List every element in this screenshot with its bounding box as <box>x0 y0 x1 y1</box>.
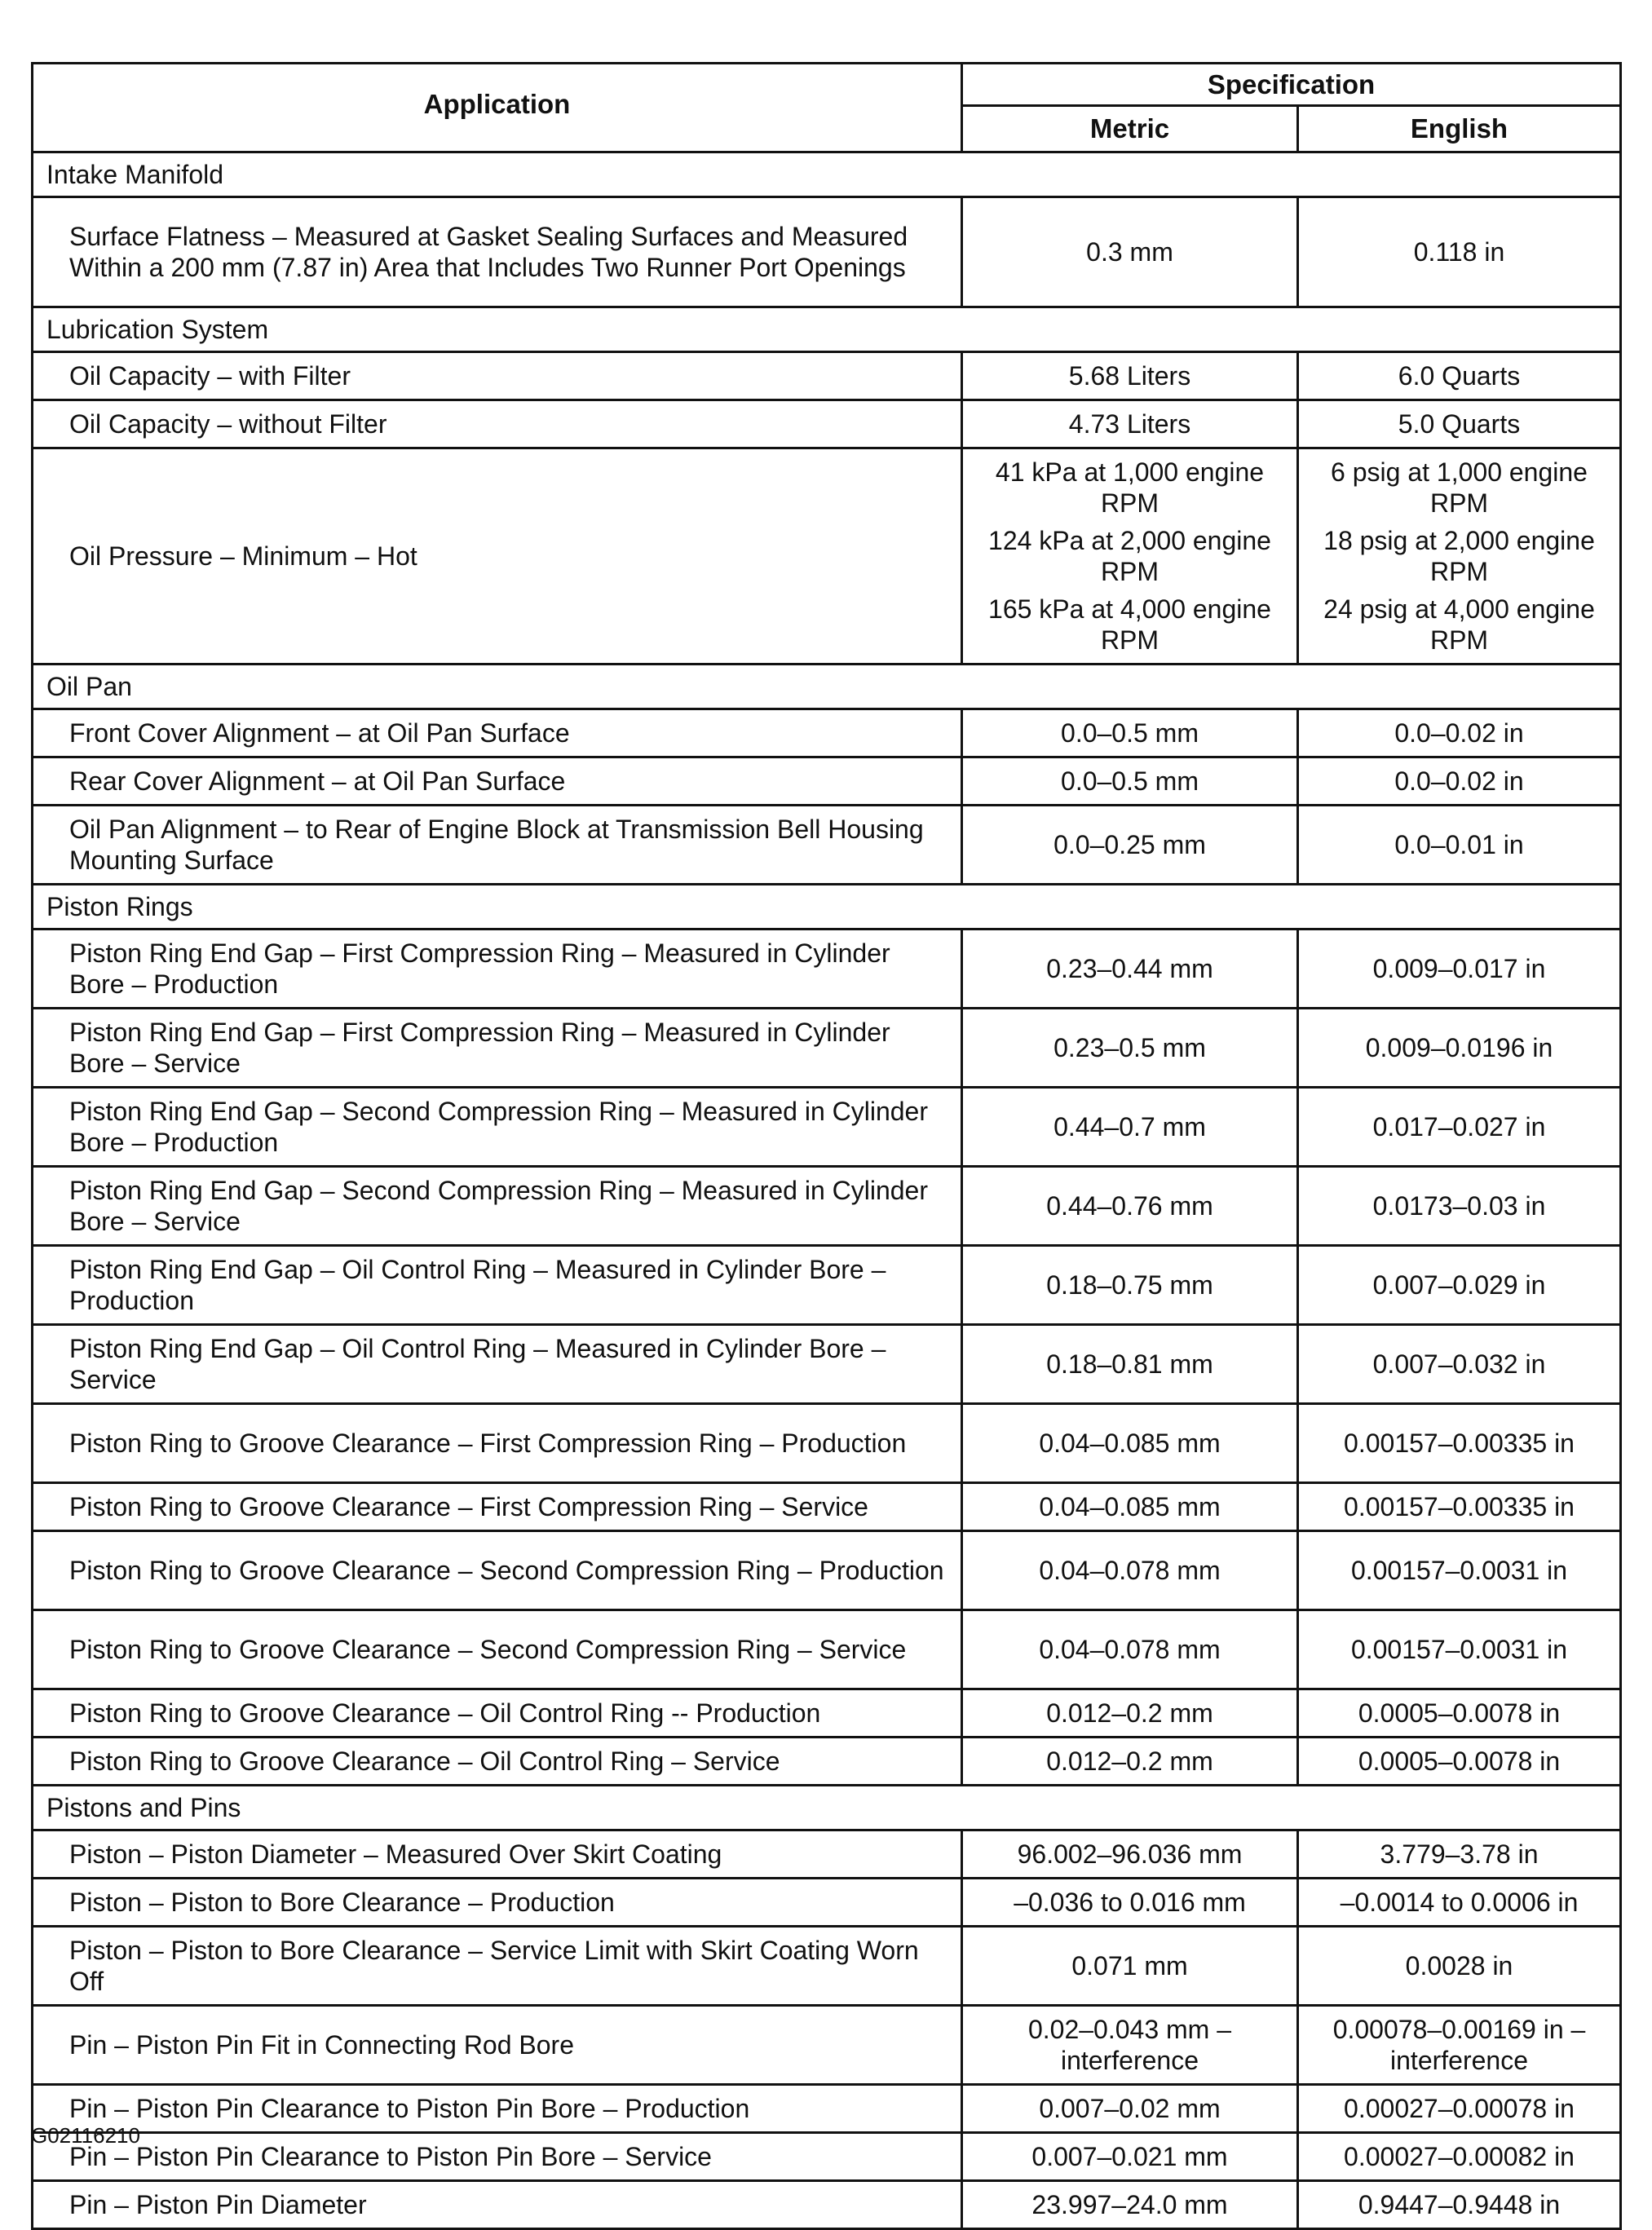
english-cell: 3.779–3.78 in <box>1298 1830 1621 1879</box>
english-header: English <box>1298 106 1621 152</box>
table-row <box>33 1483 1621 1531</box>
english-cell: 0.00027–0.00082 in <box>1298 2133 1621 2181</box>
application-cell: Piston – Piston Diameter – Measured Over Skirt Coating <box>33 1830 962 1879</box>
metric-cell: 0.04–0.078 mm <box>962 1531 1298 1610</box>
section-title: Lubrication System <box>33 307 1621 352</box>
application-cell: Piston Ring End Gap – Oil Control Ring – Measured in Cylinder Bore – Production <box>33 1246 962 1325</box>
application-cell: Front Cover Alignment – at Oil Pan Surface <box>33 709 962 757</box>
metric-cell: 96.002–96.036 mm <box>962 1830 1298 1879</box>
english-cell: 0.007–0.032 in <box>1298 1325 1621 1404</box>
metric-cell: 0.007–0.021 mm <box>962 2133 1298 2181</box>
spec-document <box>31 62 1619 2230</box>
table-row <box>33 1246 1621 1325</box>
application-cell: Piston Ring to Groove Clearance – Second Compression Ring – Production <box>33 1531 962 1610</box>
metric-cell: 0.0–0.25 mm <box>962 806 1298 885</box>
metric-cell: 0.44–0.7 mm <box>962 1088 1298 1167</box>
specification-header: Specification <box>962 64 1621 106</box>
table-row <box>33 2006 1621 2085</box>
application-cell: Piston Ring to Groove Clearance – Second Compression Ring – Service <box>33 1610 962 1689</box>
metric-cell: 0.04–0.085 mm <box>962 1483 1298 1531</box>
metric-cell: 0.007–0.02 mm <box>962 2085 1298 2133</box>
table-row <box>33 930 1621 1009</box>
application-cell: Pin – Piston Pin Clearance to Piston Pin Bore – Service <box>33 2133 962 2181</box>
section-row <box>33 152 1621 197</box>
english-line: 18 psig at 2,000 engine RPM <box>1323 526 1595 586</box>
application-cell: Piston Ring End Gap – First Compression Ring – Measured in Cylinder Bore – Production <box>33 930 962 1009</box>
table-row <box>33 448 1621 665</box>
table-row <box>33 1879 1621 1927</box>
table-row <box>33 1927 1621 2006</box>
application-cell: Piston Ring End Gap – Second Compression Ring – Measured in Cylinder Bore – Production <box>33 1088 962 1167</box>
table-row <box>33 1738 1621 1786</box>
metric-cell: 4.73 Liters <box>962 400 1298 448</box>
english-cell: 0.009–0.0196 in <box>1298 1009 1621 1088</box>
english-cell: 0.0028 in <box>1298 1927 1621 2006</box>
english-cell: 0.0005–0.0078 in <box>1298 1689 1621 1738</box>
table-row <box>33 352 1621 400</box>
application-cell: Piston – Piston to Bore Clearance – Service Limit with Skirt Coating Worn Off <box>33 1927 962 2006</box>
section-row <box>33 1786 1621 1830</box>
metric-cell: 0.3 mm <box>962 197 1298 307</box>
application-cell: Pin – Piston Pin Diameter <box>33 2181 962 2229</box>
english-cell: 5.0 Quarts <box>1298 400 1621 448</box>
english-cell: 0.00157–0.0031 in <box>1298 1531 1621 1610</box>
table-row <box>33 1610 1621 1689</box>
metric-cell: 0.18–0.81 mm <box>962 1325 1298 1404</box>
table-row <box>33 1830 1621 1879</box>
metric-line: 124 kPa at 2,000 engine RPM <box>988 526 1271 586</box>
english-cell: 0.0005–0.0078 in <box>1298 1738 1621 1786</box>
metric-cell: 0.18–0.75 mm <box>962 1246 1298 1325</box>
metric-header: Metric <box>962 106 1298 152</box>
table-row <box>33 1531 1621 1610</box>
metric-cell: –0.036 to 0.016 mm <box>962 1879 1298 1927</box>
application-cell: Oil Capacity – without Filter <box>33 400 962 448</box>
section-title: Pistons and Pins <box>33 1786 1621 1830</box>
english-cell: 0.0173–0.03 in <box>1298 1167 1621 1246</box>
application-cell: Pin – Piston Pin Fit in Connecting Rod Bore <box>33 2006 962 2085</box>
section-row <box>33 885 1621 930</box>
metric-line: 165 kPa at 4,000 engine RPM <box>988 594 1271 655</box>
table-row <box>33 1009 1621 1088</box>
english-cell: 0.00157–0.00335 in <box>1298 1483 1621 1531</box>
application-cell: Pin – Piston Pin Clearance to Piston Pin Bore – Production <box>33 2085 962 2133</box>
english-cell: 0.017–0.027 in <box>1298 1088 1621 1167</box>
application-cell: Piston Ring to Groove Clearance – Oil Control Ring -- Production <box>33 1689 962 1738</box>
table-row <box>33 2133 1621 2181</box>
table-row <box>33 2085 1621 2133</box>
application-cell: Oil Pan Alignment – to Rear of Engine Block at Transmission Bell Housing Mounting Surface <box>33 806 962 885</box>
metric-cell <box>962 448 1298 665</box>
metric-cell: 0.0–0.5 mm <box>962 757 1298 806</box>
english-cell <box>1298 448 1621 665</box>
english-cell: –0.0014 to 0.0006 in <box>1298 1879 1621 1927</box>
table-row <box>33 400 1621 448</box>
english-cell: 0.00078–0.00169 in – interference <box>1298 2006 1621 2085</box>
application-cell: Oil Pressure – Minimum – Hot <box>33 448 962 665</box>
english-cell: 0.00027–0.00078 in <box>1298 2085 1621 2133</box>
application-cell: Piston Ring to Groove Clearance – First Compression Ring – Production <box>33 1404 962 1483</box>
metric-cell: 0.012–0.2 mm <box>962 1689 1298 1738</box>
application-cell: Piston Ring End Gap – Second Compression Ring – Measured in Cylinder Bore – Service <box>33 1167 962 1246</box>
application-cell: Surface Flatness – Measured at Gasket Sealing Surfaces and Measured Within a 200 mm (7.87 in) Area that Includes Two Runner Port Openings <box>33 197 962 307</box>
table-row <box>33 806 1621 885</box>
metric-cell: 0.02–0.043 mm – interference <box>962 2006 1298 2085</box>
metric-line: 41 kPa at 1,000 engine RPM <box>995 457 1265 518</box>
metric-cell: 0.0–0.5 mm <box>962 709 1298 757</box>
metric-cell: 0.071 mm <box>962 1927 1298 2006</box>
table-row <box>33 757 1621 806</box>
metric-cell: 23.997–24.0 mm <box>962 2181 1298 2229</box>
metric-cell: 0.012–0.2 mm <box>962 1738 1298 1786</box>
application-cell: Piston Ring End Gap – First Compression Ring – Measured in Cylinder Bore – Service <box>33 1009 962 1088</box>
english-line: 24 psig at 4,000 engine RPM <box>1323 594 1595 655</box>
english-cell: 0.0–0.02 in <box>1298 709 1621 757</box>
section-row <box>33 307 1621 352</box>
english-cell: 6.0 Quarts <box>1298 352 1621 400</box>
section-title: Intake Manifold <box>33 152 1621 197</box>
section-title: Oil Pan <box>33 665 1621 709</box>
application-cell: Piston Ring to Groove Clearance – First Compression Ring – Service <box>33 1483 962 1531</box>
specification-table <box>31 62 1622 2230</box>
application-cell: Piston Ring End Gap – Oil Control Ring – Measured in Cylinder Bore – Service <box>33 1325 962 1404</box>
application-cell: Oil Capacity – with Filter <box>33 352 962 400</box>
english-cell: 0.9447–0.9448 in <box>1298 2181 1621 2229</box>
section-title: Piston Rings <box>33 885 1621 930</box>
section-row <box>33 665 1621 709</box>
metric-cell: 0.44–0.76 mm <box>962 1167 1298 1246</box>
table-row <box>33 709 1621 757</box>
english-cell: 0.009–0.017 in <box>1298 930 1621 1009</box>
english-cell: 0.118 in <box>1298 197 1621 307</box>
metric-cell: 0.04–0.078 mm <box>962 1610 1298 1689</box>
metric-cell: 0.23–0.44 mm <box>962 930 1298 1009</box>
english-cell: 0.00157–0.00335 in <box>1298 1404 1621 1483</box>
english-cell: 0.0–0.01 in <box>1298 806 1621 885</box>
table-row <box>33 1689 1621 1738</box>
table-row <box>33 1167 1621 1246</box>
table-row <box>33 197 1621 307</box>
application-cell: Piston Ring to Groove Clearance – Oil Control Ring – Service <box>33 1738 962 1786</box>
english-cell: 0.0–0.02 in <box>1298 757 1621 806</box>
table-row <box>33 1404 1621 1483</box>
metric-cell: 0.23–0.5 mm <box>962 1009 1298 1088</box>
table-row <box>33 1325 1621 1404</box>
english-cell: 0.00157–0.0031 in <box>1298 1610 1621 1689</box>
application-cell: Piston – Piston to Bore Clearance – Production <box>33 1879 962 1927</box>
metric-cell: 5.68 Liters <box>962 352 1298 400</box>
application-header: Application <box>33 64 962 152</box>
table-row <box>33 1088 1621 1167</box>
english-line: 6 psig at 1,000 engine RPM <box>1331 457 1588 518</box>
table-row <box>33 2181 1621 2229</box>
application-cell: Rear Cover Alignment – at Oil Pan Surface <box>33 757 962 806</box>
metric-cell: 0.04–0.085 mm <box>962 1404 1298 1483</box>
english-cell: 0.007–0.029 in <box>1298 1246 1621 1325</box>
figure-code: G02116210 <box>31 2123 140 2148</box>
